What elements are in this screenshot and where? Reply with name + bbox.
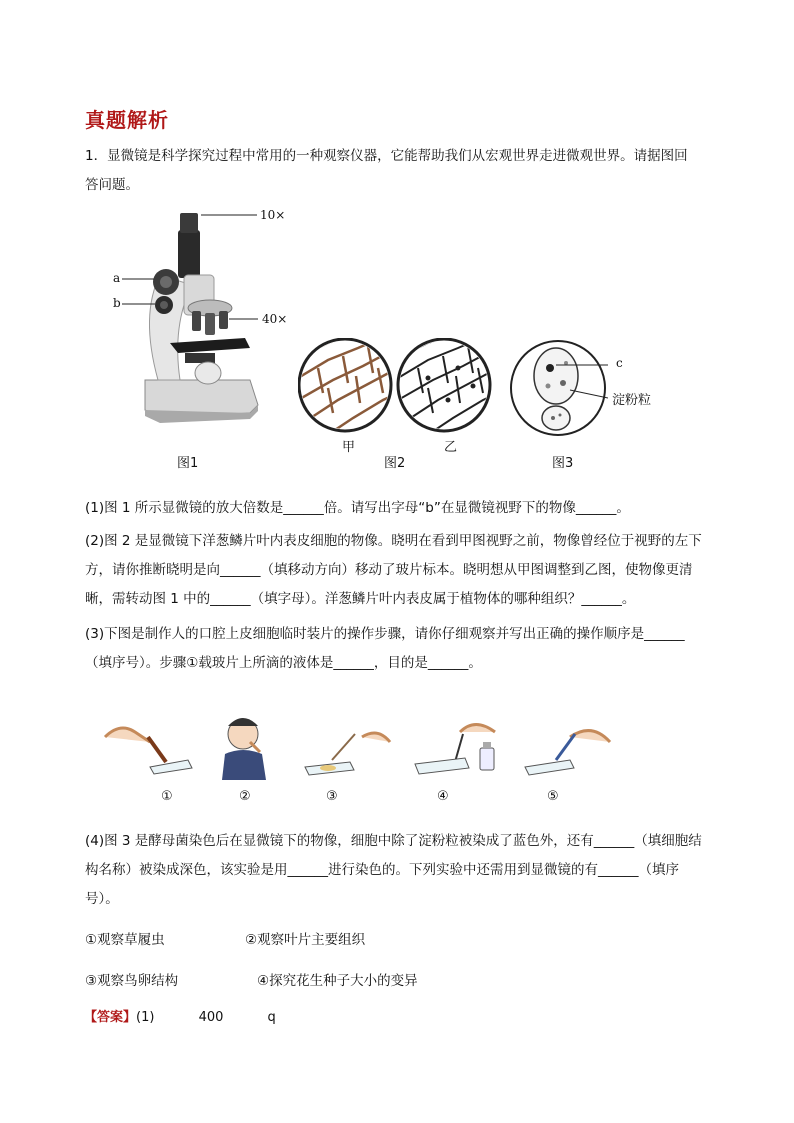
figure1-caption: 图1 [177,456,199,471]
option-1: ①观察草履虫 [85,932,165,948]
question-2-line1: (2)图 2 是显微镜下洋葱鳞片叶内表皮细胞的物像。晓明在看到甲图视野之前，物像曾经位于视野的左下 [85,533,702,549]
step2-drawing [222,718,266,780]
option-2: ②观察叶片主要组织 [245,932,366,948]
question-4 [85,827,725,914]
onion-cells-figure [298,338,498,438]
step-4-label: ④ [437,789,449,804]
question-intro-line1: 1．显微镜是科学探究过程中常用的一种观察仪器，它能帮助我们从宏观世界走进微观世界。请据图回 [85,148,688,164]
step5-drawing [525,731,610,775]
question-3-line2: （填序号）。步骤①载玻片上所滴的液体是______，目的是______。 [85,655,482,671]
step4-drawing [415,725,495,775]
label-yi: 乙 [444,440,458,455]
step3-drawing [305,733,390,775]
label-40x: 40× [262,312,288,326]
question-2-line2: 方，请你推断晓明是向______（填移动方向）移动了玻片标本。晓明想从甲图调整到乙图，使物像更清 [85,562,693,578]
label-starch: 淀粉粒 [612,393,652,408]
option-3: ③观察鸟卵结构 [85,973,179,989]
step-2-label: ② [239,789,251,804]
figure2-caption: 图2 [384,456,406,471]
question-2 [85,527,725,614]
question-2-line3: 晰，需转动图 1 中的______（填字母）。洋葱鳞片叶内表皮属于植物体的哪种组织？______。 [85,591,636,607]
steps-illustration [100,712,620,782]
question-4-line2: 构名称）被染成深色，该实验是用______进行染色的。下列实验中还需用到显微镜的有______（填序 [85,862,679,878]
page-title: 真题解析 [85,108,169,132]
answer-value-1: 400 [198,1010,224,1025]
question-4-line1: (4)图 3 是酵母菌染色后在显微镜下的物像，细胞中除了淀粉粒被染成了蓝色外，还有______（填细胞结 [85,833,702,849]
step1-drawing [105,728,192,774]
label-b: b [113,296,121,310]
label-jia: 甲 [342,440,356,455]
answer-line [84,1008,276,1028]
answer-value-2: q [267,1010,276,1025]
question-intro [85,142,725,200]
question-intro-line2: 答问题。 [85,177,139,193]
yeast-cell-figure [508,338,608,438]
answer-tag: 【答案】 [84,1010,137,1025]
step-5-label: ⑤ [547,789,559,804]
question-3-line1: (3)下图是制作人的口腔上皮细胞临时装片的操作步骤，请你仔细观察并写出正确的操作顺序是______ [85,626,685,642]
question-1: (1)图 1 所示显微镜的放大倍数是______倍。请写出字母“b”在显微镜视野下的物像______。 [85,500,630,516]
label-a: a [113,271,121,285]
label-c: c [616,356,623,370]
label-10x: 10× [260,208,286,222]
option-4: ④探究花生种子大小的变异 [257,973,418,989]
step-1-label: ① [161,789,173,804]
question-3 [85,620,725,678]
step-3-label: ③ [326,789,338,804]
answer-part: (1) [136,1010,155,1025]
question-4-line3: 号）。 [85,891,119,907]
figure3-caption: 图3 [552,456,574,471]
